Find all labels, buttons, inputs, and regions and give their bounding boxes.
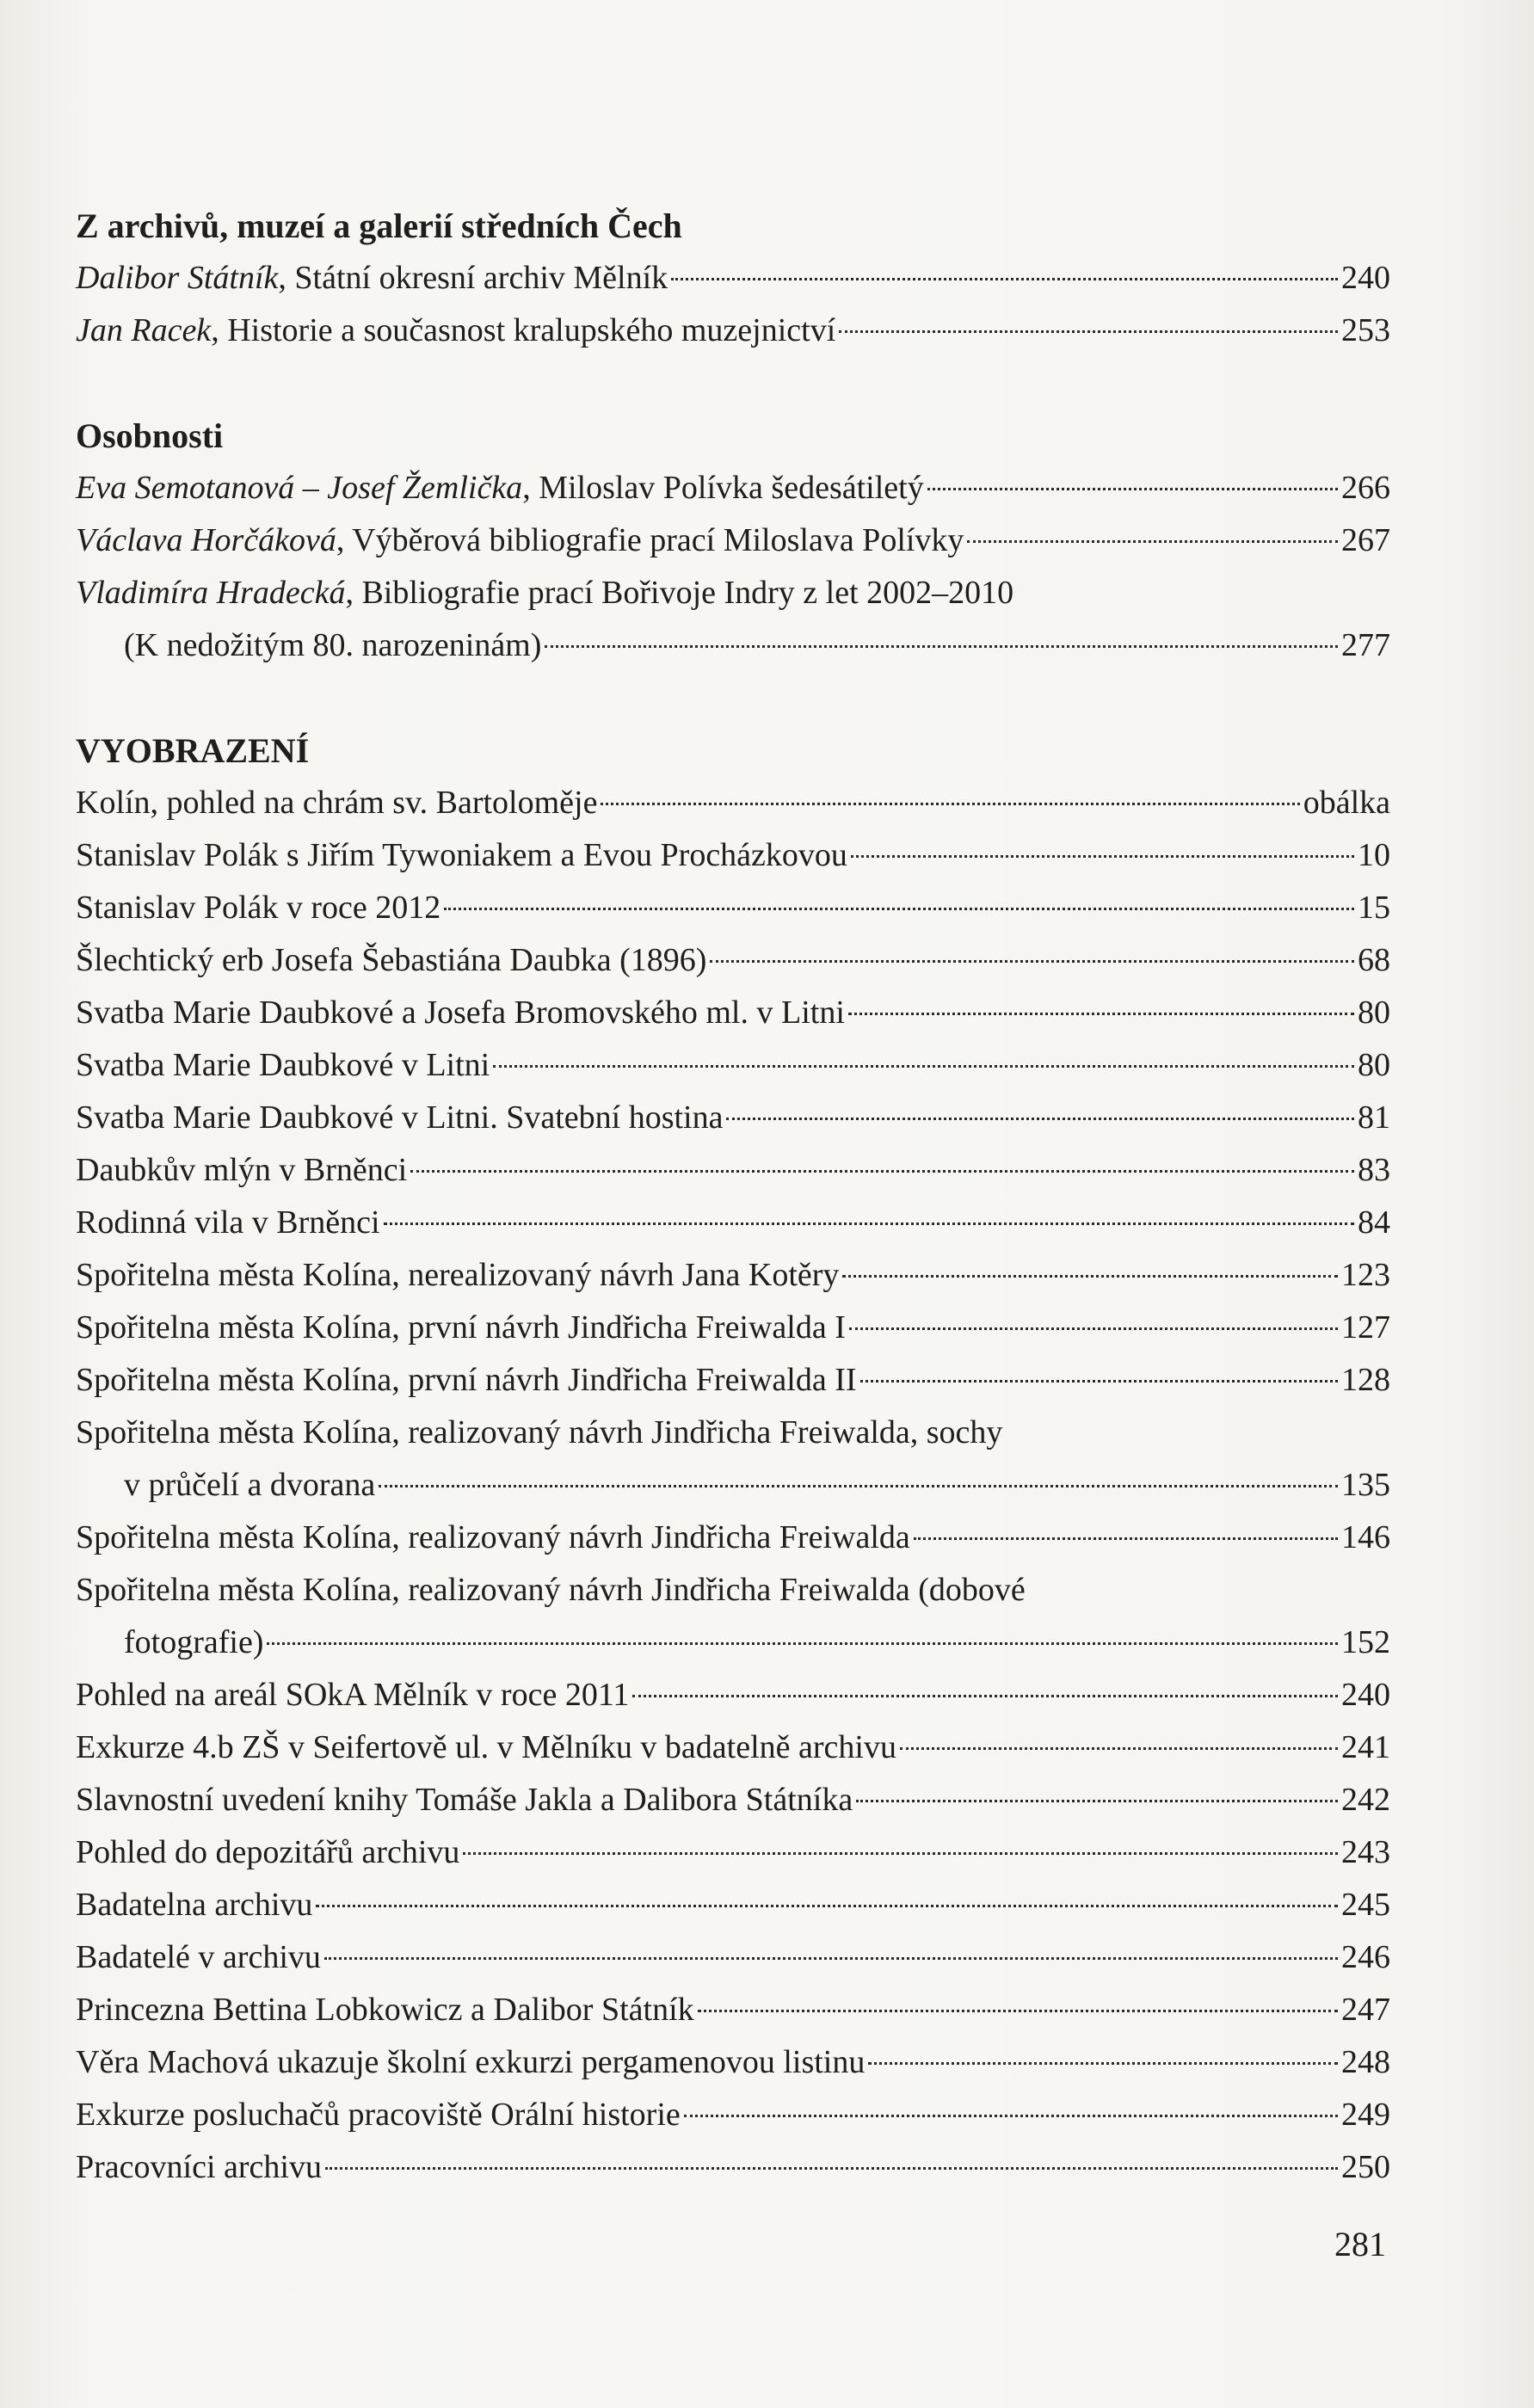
- toc-entry-line: [76, 1144, 1390, 1197]
- entry-title: Svatba Marie Daubkové v Litni: [76, 1047, 490, 1083]
- dot-leader: [384, 1222, 1354, 1225]
- toc-entry-line: [76, 462, 1390, 514]
- entry-text: [76, 1144, 407, 1197]
- entry-page-number: 241: [1341, 1729, 1390, 1765]
- dot-leader: [900, 1746, 1338, 1750]
- toc-entry-line: [76, 1774, 1390, 1826]
- toc-section: [76, 410, 1390, 672]
- entry-title: , Bibliografie prací Bořivoje Indry z let 2002–2010: [345, 575, 1014, 611]
- section-heading: Z archivů, muzeí a galerií středních Čech: [76, 206, 682, 245]
- toc-entry: [76, 2089, 1390, 2141]
- entry-title: Stanislav Polák v roce 2012: [76, 890, 441, 926]
- toc-entry-line: [76, 305, 1390, 357]
- entry-text: [76, 252, 668, 305]
- toc-entry-line: [76, 2089, 1390, 2141]
- entry-text: [76, 1721, 896, 1774]
- entry-text: [76, 2141, 322, 2194]
- toc-entry: [76, 1407, 1390, 1512]
- dot-leader: [868, 2061, 1338, 2065]
- toc-section: [76, 200, 1390, 357]
- entry-page-number: 135: [1341, 1467, 1390, 1503]
- entry-title: Exkurze 4.b ZŠ v Seifertově ul. v Mělníku v badatelně archivu: [76, 1729, 896, 1765]
- toc-entry-continuation: [76, 619, 1390, 672]
- toc-entry: [76, 1512, 1390, 1564]
- toc-entry-continuation: [76, 1459, 1390, 1512]
- entry-page-number: 249: [1341, 2097, 1390, 2133]
- toc-entry: [76, 2036, 1390, 2089]
- toc-entry-line: [76, 567, 1390, 619]
- entry-text: [76, 462, 924, 514]
- toc-entry: [76, 1774, 1390, 1826]
- toc-entry: [76, 882, 1390, 934]
- toc-entry-line: [76, 777, 1390, 829]
- entry-text: [76, 1512, 910, 1564]
- page-number: 281: [1334, 2225, 1386, 2263]
- entry-page-number: 240: [1341, 260, 1390, 296]
- entry-page-number: 152: [1341, 1624, 1390, 1660]
- dot-leader: [325, 2166, 1338, 2170]
- entry-page-number: 246: [1341, 1939, 1390, 1975]
- toc-entry: [76, 1302, 1390, 1354]
- dot-leader: [860, 1379, 1338, 1383]
- entry-title: Stanislav Polák s Jiřím Tywoniakem a Evou Procházkovou: [76, 837, 847, 873]
- dot-leader: [927, 487, 1338, 490]
- entry-title: Exkurze posluchačů pracoviště Orální historie: [76, 2097, 681, 2133]
- toc-entry-line: [76, 1879, 1390, 1931]
- entry-page-number: 15: [1358, 890, 1390, 926]
- dot-leader: [316, 1904, 1338, 1907]
- dot-leader: [710, 959, 1354, 963]
- toc-entry-line: [76, 1197, 1390, 1249]
- entry-author: Jan Racek: [76, 312, 212, 348]
- toc-entry: [76, 567, 1390, 672]
- toc-entry: [76, 987, 1390, 1039]
- entry-page-number: 240: [1341, 1677, 1390, 1713]
- toc-entry: [76, 305, 1390, 357]
- entry-page-number: 250: [1341, 2149, 1390, 2185]
- entry-text: [76, 1826, 459, 1879]
- dot-leader: [671, 277, 1338, 280]
- toc-entry-line: [76, 1931, 1390, 1984]
- toc-entry: [76, 1826, 1390, 1879]
- entry-text: [76, 1669, 629, 1721]
- entry-page-number: 248: [1341, 2044, 1390, 2080]
- entry-text: [76, 1354, 857, 1407]
- entry-title: Slavnostní uvedení knihy Tomáše Jakla a Dalibora Státníka: [76, 1782, 853, 1818]
- entry-page-number: 245: [1341, 1887, 1390, 1923]
- entry-author: Václava Horčáková: [76, 522, 336, 558]
- dot-leader: [545, 644, 1338, 648]
- entry-page-number: 81: [1358, 1099, 1390, 1136]
- entry-text: [76, 1879, 312, 1931]
- entry-author: Eva Semotanová – Josef Žemlička: [76, 470, 523, 506]
- entry-text: [76, 1984, 694, 2036]
- toc-entry: [76, 1879, 1390, 1931]
- toc-entry-line: [76, 1826, 1390, 1879]
- toc-entry: [76, 1039, 1390, 1092]
- toc-section: [76, 724, 1390, 2194]
- toc-entry-line: [76, 1249, 1390, 1302]
- entry-text: [76, 1572, 1026, 1608]
- dot-leader: [851, 854, 1354, 858]
- dot-leader: [601, 802, 1299, 805]
- dot-leader: [698, 2009, 1338, 2012]
- entry-page-number: 146: [1341, 1519, 1390, 1555]
- entry-page-number: 80: [1358, 1047, 1390, 1083]
- toc-entry-line: [76, 1039, 1390, 1092]
- toc-entry: [76, 2141, 1390, 2194]
- entry-page-number: 68: [1358, 942, 1390, 978]
- entry-page-number: 83: [1358, 1152, 1390, 1188]
- entry-page-number: 128: [1341, 1362, 1390, 1398]
- entry-page-number: 10: [1358, 837, 1390, 873]
- toc-entry-line: [76, 1721, 1390, 1774]
- entry-text: [76, 1249, 839, 1302]
- entry-page-number: 267: [1341, 522, 1390, 558]
- entry-text: [76, 2036, 865, 2089]
- entry-page-number: 127: [1341, 1309, 1390, 1346]
- entry-author: Dalibor Státník: [76, 260, 279, 296]
- entry-continuation-text: (K nedožitým 80. narozeninám): [124, 627, 542, 663]
- entry-page-number: 277: [1341, 627, 1390, 663]
- dot-leader: [848, 1012, 1354, 1015]
- entry-title: Svatba Marie Daubkové a Josefa Bromovského ml. v Litni: [76, 995, 845, 1031]
- entry-page-number: 266: [1341, 470, 1390, 506]
- toc-entry-line: [76, 1092, 1390, 1144]
- toc-entry-line: [76, 1354, 1390, 1407]
- toc-entry-line: [76, 1302, 1390, 1354]
- entry-text: [76, 1302, 846, 1354]
- entry-page-number: 84: [1358, 1204, 1390, 1241]
- toc-entry-line: [76, 987, 1390, 1039]
- toc-entry-line: [76, 934, 1390, 987]
- entry-title: Spořitelna města Kolína, realizovaný návrh Jindřicha Freiwalda, sochy: [76, 1414, 1003, 1450]
- entry-title: Spořitelna města Kolína, realizovaný návrh Jindřicha Freiwalda (dobové: [76, 1572, 1026, 1608]
- entry-text: [76, 934, 706, 987]
- section-heading: VYOBRAZENÍ: [76, 731, 310, 770]
- toc-entry: [76, 829, 1390, 882]
- dot-leader: [493, 1064, 1354, 1068]
- entry-page-number: 80: [1358, 995, 1390, 1031]
- dot-leader: [842, 1274, 1338, 1278]
- dot-leader: [914, 1537, 1338, 1540]
- entry-text: [76, 1774, 853, 1826]
- dot-leader: [632, 1694, 1338, 1697]
- entry-text: [76, 575, 1013, 611]
- toc-entry: [76, 514, 1390, 567]
- table-of-contents: [76, 200, 1390, 2194]
- entry-page-number: 247: [1341, 1992, 1390, 2028]
- toc-entry: [76, 1092, 1390, 1144]
- entry-text: [76, 1092, 723, 1144]
- entry-page-number: 253: [1341, 312, 1390, 348]
- entry-text: [76, 514, 964, 567]
- toc-entry: [76, 1197, 1390, 1249]
- toc-entry-line: [76, 252, 1390, 305]
- entry-title: , Státní okresní archiv Mělník: [278, 260, 668, 296]
- dot-leader: [684, 2114, 1338, 2117]
- entry-text: [76, 1039, 490, 1092]
- entry-text: [76, 777, 597, 829]
- entry-title: , Miloslav Polívka šedesátiletý: [522, 470, 924, 506]
- entry-text: [76, 987, 845, 1039]
- entry-title: Spořitelna města Kolína, první návrh Jindřicha Freiwalda I: [76, 1309, 846, 1346]
- toc-entry-line: [76, 2141, 1390, 2194]
- toc-entry: [76, 252, 1390, 305]
- toc-entry: [76, 1144, 1390, 1197]
- entry-title: , Historie a současnost kralupského muzejnictví: [211, 312, 836, 348]
- toc-entry-line: [76, 514, 1390, 567]
- entry-title: , Výběrová bibliografie prací Miloslava Polívky: [336, 522, 964, 558]
- entry-page-number: 243: [1341, 1834, 1390, 1870]
- toc-entry: [76, 462, 1390, 514]
- entry-title: Svatba Marie Daubkové v Litni. Svatební hostina: [76, 1099, 724, 1136]
- entry-text: [76, 882, 440, 934]
- entry-page-number: obálka: [1303, 785, 1390, 821]
- entry-title: Badatelé v archivu: [76, 1939, 321, 1975]
- entry-continuation-text: v průčelí a dvorana: [124, 1467, 376, 1503]
- dot-leader: [849, 1327, 1338, 1330]
- dot-leader: [463, 1851, 1338, 1855]
- toc-entry: [76, 1249, 1390, 1302]
- toc-entry: [76, 777, 1390, 829]
- entry-title: Daubkův mlýn v Brněnci: [76, 1152, 408, 1188]
- toc-entry: [76, 1721, 1390, 1774]
- entry-title: Badatelna archivu: [76, 1887, 313, 1923]
- entry-title: Šlechtický erb Josefa Šebastiána Daubka (1896): [76, 942, 707, 978]
- toc-entry: [76, 1669, 1390, 1721]
- dot-leader: [267, 1641, 1338, 1645]
- toc-entry: [76, 1931, 1390, 1984]
- toc-entry-line: [76, 829, 1390, 882]
- dot-leader: [444, 907, 1354, 910]
- toc-entry-line: [76, 1984, 1390, 2036]
- entry-title: Pracovníci archivu: [76, 2149, 322, 2185]
- entry-title: Pohled na areál SOkA Mělník v roce 2011: [76, 1677, 630, 1713]
- section-heading: Osobnosti: [76, 416, 224, 455]
- entry-text: [76, 1197, 380, 1249]
- toc-entry: [76, 1984, 1390, 2036]
- entry-text: [76, 2089, 681, 2141]
- entry-title: Rodinná vila v Brněnci: [76, 1204, 380, 1241]
- dot-leader: [324, 1956, 1338, 1960]
- entry-page-number: 123: [1341, 1257, 1390, 1293]
- entry-text: [76, 1414, 1002, 1450]
- entry-text: [76, 1931, 321, 1984]
- entry-text: [76, 829, 847, 882]
- entry-author: Vladimíra Hradecká: [76, 575, 346, 611]
- dot-leader: [726, 1117, 1354, 1120]
- entry-title: Věra Machová ukazuje školní exkurzi pergamenovou listinu: [76, 2044, 866, 2080]
- toc-entry-line: [76, 1564, 1390, 1617]
- toc-entry-line: [76, 1407, 1390, 1459]
- toc-entry-line: [76, 1669, 1390, 1721]
- entry-title: Spořitelna města Kolína, nerealizovaný návrh Jana Kotěry: [76, 1257, 840, 1293]
- entry-title: Spořitelna města Kolína, první návrh Jindřicha Freiwalda II: [76, 1362, 857, 1398]
- toc-entry-line: [76, 1512, 1390, 1564]
- entry-title: Princezna Bettina Lobkowicz a Dalibor Státník: [76, 1992, 694, 2028]
- dot-leader: [379, 1484, 1338, 1487]
- entry-title: Kolín, pohled na chrám sv. Bartoloměje: [76, 785, 598, 821]
- toc-entry: [76, 934, 1390, 987]
- dot-leader: [839, 329, 1338, 333]
- entry-title: Pohled do depozitářů archivu: [76, 1834, 460, 1870]
- toc-entry: [76, 1354, 1390, 1407]
- dot-leader: [856, 1799, 1338, 1802]
- dot-leader: [967, 539, 1338, 543]
- toc-entry-continuation: [76, 1617, 1390, 1669]
- dot-leader: [410, 1169, 1354, 1173]
- entry-text: [76, 305, 835, 357]
- toc-entry: [76, 1564, 1390, 1669]
- toc-entry-line: [76, 882, 1390, 934]
- entry-title: Spořitelna města Kolína, realizovaný návrh Jindřicha Freiwalda: [76, 1519, 910, 1555]
- entry-page-number: 242: [1341, 1782, 1390, 1818]
- toc-entry-line: [76, 2036, 1390, 2089]
- entry-continuation-text: fotografie): [124, 1624, 264, 1660]
